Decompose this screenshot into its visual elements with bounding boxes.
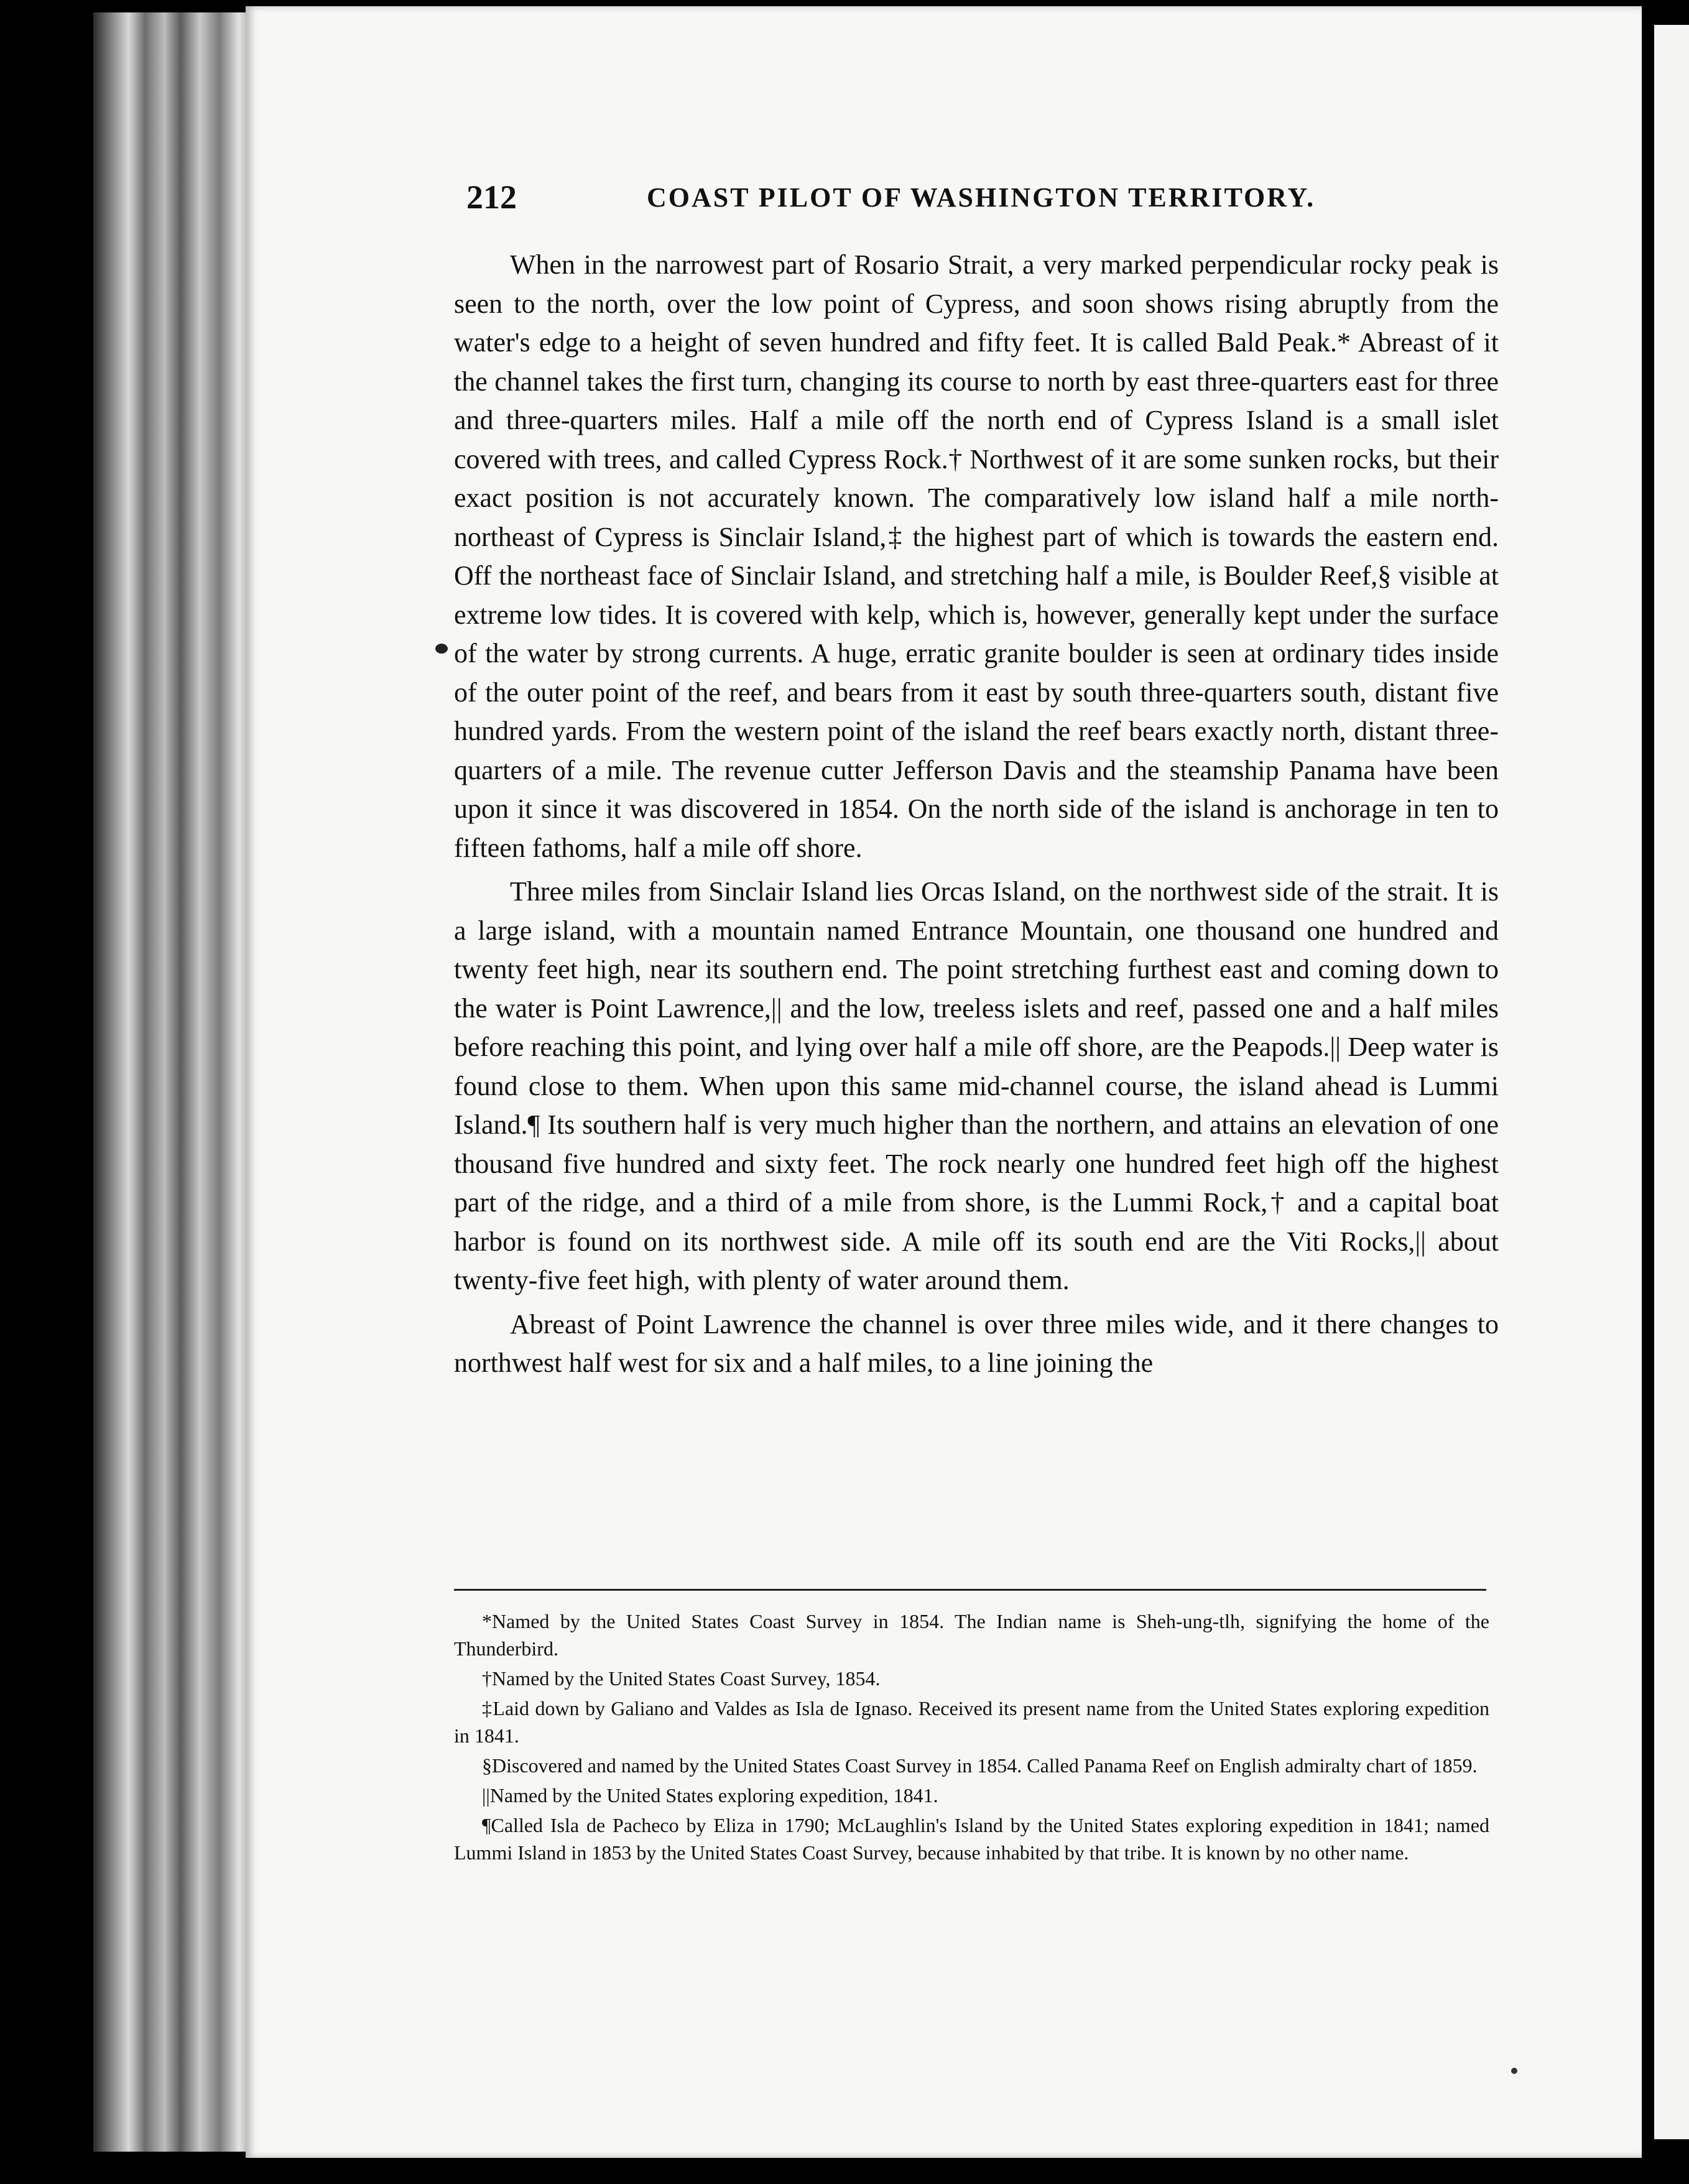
- footnote-sinclair-island: ‡Laid down by Galiano and Valdes as Isla de Ignaso. Received its present name from the United States exploring expedition in 1841.: [454, 1697, 1489, 1747]
- paragraph-point-lawrence: Abreast of Point Lawrence the channel is over three miles wide, and it there changes to northwest half west for six and a half miles, to a line joining the: [454, 1308, 1499, 1378]
- footnote-exploring-expedition: ||Named by the United States exploring expedition, 1841.: [482, 1784, 938, 1807]
- footnote-cypress-rock: †Named by the United States Coast Survey, 1854.: [482, 1667, 881, 1690]
- footnote-lummi-island: ¶Called Isla de Pacheco by Eliza in 1790; McLaughlin's Island by the United States exploring expedition in 1841; named Lummi Island in 1853 by the United States Coast Survey, because inhabited by that tribe. It is known by no other name.: [454, 1814, 1489, 1864]
- book-page-edges: [93, 12, 255, 2152]
- footnote-divider: [454, 1589, 1486, 1591]
- running-title: COAST PILOT OF WASHINGTON TERRITORY.: [647, 182, 1316, 213]
- page-speck: [1511, 2068, 1517, 2074]
- footnote-bald-peak: *Named by the United States Coast Survey in 1854. The Indian name is Sheh-ung-tlh, signifying the home of the Thunderbird.: [454, 1610, 1489, 1660]
- body-text: [454, 246, 1499, 1388]
- footnote-boulder-reef: §Discovered and named by the United States Coast Survey in 1854. Called Panama Reef on English admiralty chart of 1859.: [482, 1754, 1478, 1777]
- page-number: 212: [466, 178, 517, 216]
- footnotes: [454, 1608, 1489, 1869]
- paragraph-orcas-island: Three miles from Sinclair Island lies Orcas Island, on the northwest side of the strait. It is a large island, with a mountain named Entrance Mountain, one thousand one hundred and twenty feet high, near its southern end. The point stretching furthest east and coming down to the water is Point Lawrence,|| and the low, treeless islets and reef, passed one and a half miles before reaching this point, and lying over half a mile off shore, are the Peapods.|| Deep water is found close to them. When upon this same mid-channel course, the island ahead is Lummi Island.¶ Its southern half is very much higher than the northern, and attains an elevation of one thousand five hundred and sixty feet. The rock nearly one hundred feet high off the highest part of the ridge, and a third of a mile from shore, is the Lummi Rock,† and a capital boat harbor is found on its northwest side. A mile off its south end are the Viti Rocks,|| about twenty-five feet high, with plenty of water around them.: [454, 876, 1499, 1295]
- page-header: [466, 178, 1337, 221]
- facing-page-edge: [1654, 25, 1689, 2139]
- margin-ink-mark: [435, 644, 448, 654]
- paragraph-bald-peak: When in the narrowest part of Rosario Strait, a very marked perpendicular rocky peak is seen to the north, over the low point of Cypress, and soon shows rising abruptly from the water's edge to a height of seven hundred and fifty feet. It is called Bald Peak.* Abreast of it the channel takes the first turn, changing its course to north by east three-quarters east for three and three-quarters miles. Half a mile off the north end of Cypress Island is a small islet covered with trees, and called Cypress Rock.† Northwest of it are some sunken rocks, but their exact position is not accurately known. The comparatively low island half a mile north-northeast of Cypress is Sinclair Island,‡ the highest part of which is towards the eastern end. Off the northeast face of Sinclair Island, and stretching half a mile, is Boulder Reef,§ visible at extreme low tides. It is covered with kelp, which is, however, generally kept under the surface of the water by strong currents. A huge, erratic granite boulder is seen at ordinary tides inside of the outer point of the reef, and bears from it east by south three-quarters south, distant five hundred yards. From the western point of the island the reef bears exactly north, distant three-quarters of a mile. The revenue cutter Jefferson Davis and the steamship Panama have been upon it since it was discovered in 1854. On the north side of the island is anchorage in ten to fifteen fathoms, half a mile off shore.: [454, 249, 1499, 863]
